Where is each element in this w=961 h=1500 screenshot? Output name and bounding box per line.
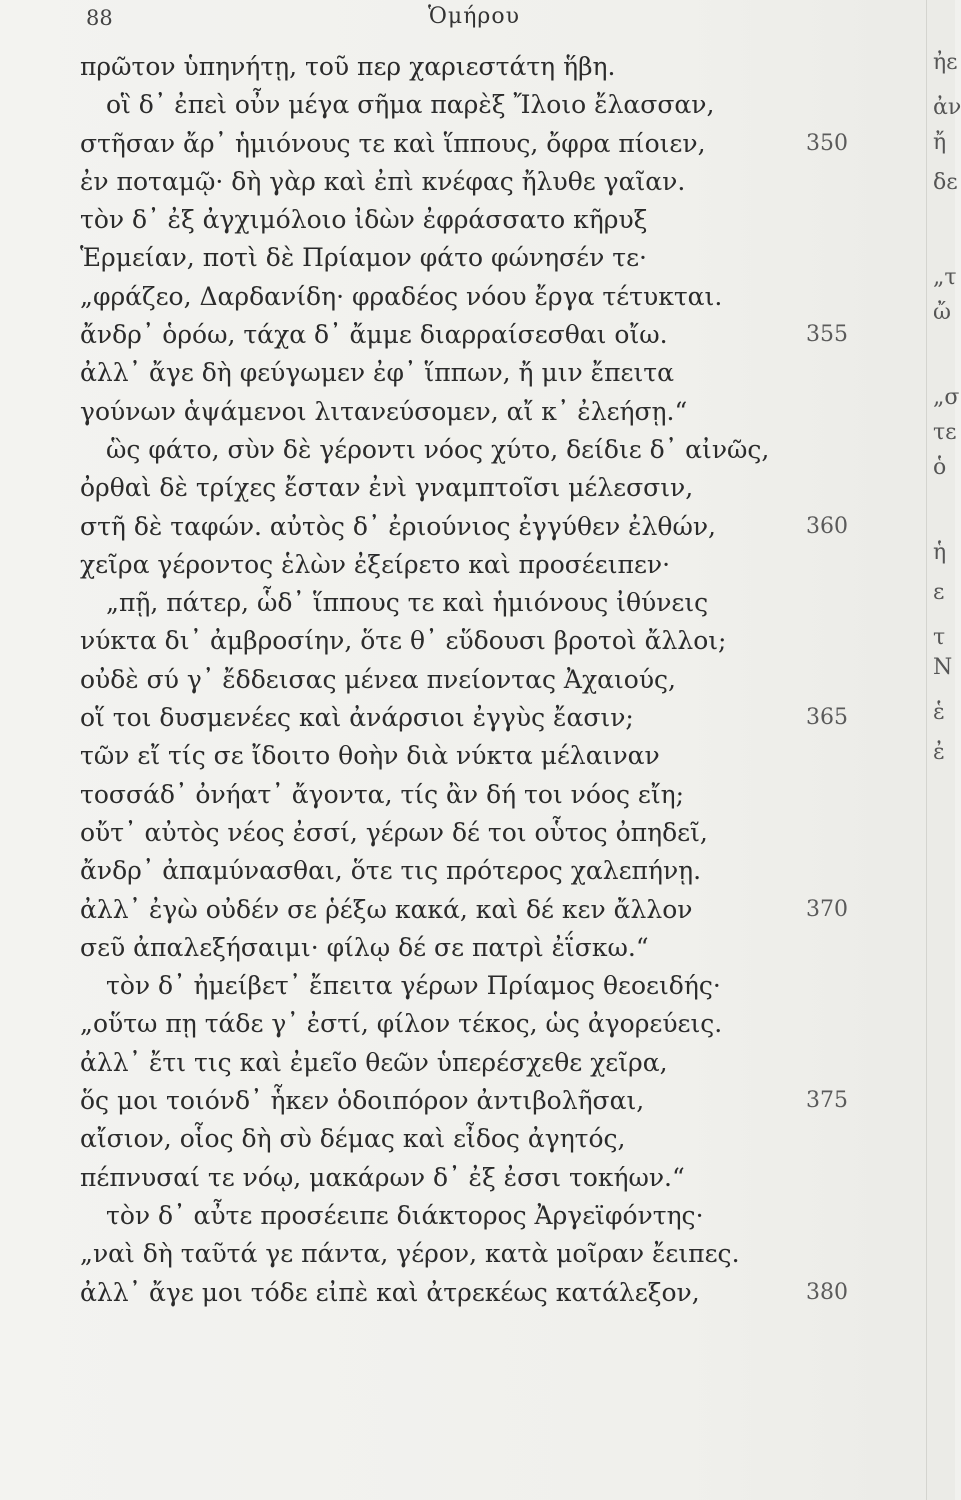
facing-page-fragment: ἀν <box>933 95 961 120</box>
verse-text: „φράζεο, Δαρδανίδη· φραδέος νόου ἔργα τέτυκται. <box>80 281 723 311</box>
line-number: 355 <box>806 322 848 348</box>
verse-text: ἀλλ᾽ ἔτι τις καὶ ἐμεῖο θεῶν ὑπερέσχεθε χεῖρα, <box>80 1047 668 1077</box>
verse-line <box>80 201 880 239</box>
verse-line <box>80 125 880 163</box>
verse-text: οὐδὲ σύ γ᾽ ἔδδεισας μένεα πνείοντας Ἀχαιούς, <box>80 664 676 694</box>
verse-text: στῆσαν ἄρ᾽ ἡμιόνους τε καὶ ἵππους, ὄφρα πίοιεν, <box>80 128 706 158</box>
verse-text: αἴσιον, οἷος δὴ σὺ δέμας καὶ εἶδος ἀγητός, <box>80 1124 626 1154</box>
line-number: 375 <box>806 1088 848 1114</box>
verse-line <box>80 48 880 86</box>
facing-page-fragment: ἡ <box>933 540 947 565</box>
verse-line <box>80 699 880 737</box>
verse-text: ὀρθαὶ δὲ τρίχες ἔσταν ἐνὶ γναμπτοῖσι μέλεσσιν, <box>80 473 694 503</box>
line-number: 350 <box>806 130 848 156</box>
verse-line <box>80 1197 880 1235</box>
verse-line <box>80 967 880 1005</box>
verse-text: „πῇ, πάτερ, ὧδ᾽ ἵππους τε καὶ ἡμιόνους ἰθύνεις <box>106 588 709 618</box>
verse-text: „οὕτω πῃ τάδε γ᾽ ἐστί, φίλον τέκος, ὡς ἀγορεύεις. <box>80 1009 723 1039</box>
verse-line <box>80 1005 880 1043</box>
verse-text: τὸν δ᾽ ἐξ ἀγχιμόλοιο ἰδὼν ἐφράσσατο κῆρυξ <box>80 205 648 235</box>
verse-text: χεῖρα γέροντος ἑλὼν ἐξείρετο καὶ προσέειπεν· <box>80 549 671 579</box>
verse-line <box>80 622 880 660</box>
verse-text: πέπνυσαί τε νόῳ, μακάρων δ᾽ ἐξ ἐσσι τοκήων.“ <box>80 1162 685 1192</box>
verse-line <box>80 1159 880 1197</box>
verse-line <box>80 86 880 124</box>
facing-page-edge <box>926 0 961 1500</box>
verse-line <box>80 737 880 775</box>
verse-line <box>80 469 880 507</box>
verse-text: στῆ δὲ ταφών. αὐτὸς δ᾽ ἐριούνιος ἐγγύθεν ἐλθών, <box>80 511 716 541</box>
verse-line <box>80 278 880 316</box>
facing-page-fragment: „σ <box>933 385 960 410</box>
verse-text: ἐν ποταμῷ· δὴ γὰρ καὶ ἐπὶ κνέφας ἤλυθε γαῖαν. <box>80 166 686 196</box>
facing-page-fragment: ἠε <box>933 50 958 75</box>
verse-line <box>80 852 880 890</box>
facing-page-fragment: ἤ <box>933 130 947 155</box>
verse-line <box>80 316 880 354</box>
verse-text: ἄνδρ᾽ ὁρόω, τάχα δ᾽ ἄμμε διαρραίσεσθαι οἴω. <box>80 320 668 350</box>
verse-line <box>80 393 880 431</box>
verse-line <box>80 661 880 699</box>
verse-line <box>80 1044 880 1082</box>
verse-line <box>80 508 880 546</box>
verse-line <box>80 546 880 584</box>
verse-line <box>80 163 880 201</box>
verse-line <box>80 354 880 392</box>
verse-text: ὅς μοι τοιόνδ᾽ ἧκεν ὁδοιπόρον ἀντιβολῆσαι, <box>80 1086 645 1116</box>
line-number: 370 <box>806 896 848 922</box>
verse-text: οἳ δ᾽ ἐπεὶ οὖν μέγα σῆμα παρὲξ Ἴλοιο ἔλασσαν, <box>106 90 715 120</box>
page-header <box>0 0 954 40</box>
verse-line <box>80 584 880 622</box>
facing-page-fragment: ε <box>933 580 945 605</box>
verse-line <box>80 776 880 814</box>
verse-text: ἄνδρ᾽ ἀπαμύνασθαι, ὅτε τις πρότερος χαλεπήνῃ. <box>80 856 702 886</box>
facing-page-fragment: ἐ <box>933 740 945 765</box>
verse-text: γούνων ἁψάμενοι λιτανεύσομεν, αἴ κ᾽ ἐλεήσῃ.“ <box>80 396 688 426</box>
verse-line <box>80 814 880 852</box>
verse-text: τοσσάδ᾽ ὀνήατ᾽ ἄγοντα, τίς ἂν δή τοι νόος εἴη; <box>80 779 685 809</box>
line-number: 365 <box>806 705 848 731</box>
verse-text: ἀλλ᾽ ἄγε δὴ φεύγωμεν ἐφ᾽ ἵππων, ἤ μιν ἔπειτα <box>80 358 674 388</box>
verse-text: σεῦ ἀπαλεξήσαιμι· φίλῳ δέ σε πατρὶ ἐΐσκω.“ <box>80 932 649 962</box>
line-number: 380 <box>806 1279 848 1305</box>
verse-text: ὣς φάτο, σὺν δὲ γέροντι νόος χύτο, δείδιε δ᾽ αἰνῶς, <box>106 434 770 464</box>
verse-line <box>80 1120 880 1158</box>
verse-line <box>80 891 880 929</box>
facing-page-fragment: „τ <box>933 265 957 290</box>
verse-text: οἵ τοι δυσμενέες καὶ ἀνάρσιοι ἐγγὺς ἔασιν; <box>80 703 634 733</box>
facing-page-fragment: Ν <box>933 655 953 680</box>
verse-text: ἀλλ᾽ ἄγε μοι τόδε εἰπὲ καὶ ἀτρεκέως κατάλεξον, <box>80 1277 700 1307</box>
verse-line <box>80 1274 880 1312</box>
verse-line <box>80 239 880 277</box>
verse-text: τὸν δ᾽ ἠμείβετ᾽ ἔπειτα γέρων Πρίαμος θεοειδής· <box>106 971 721 1001</box>
verse-text: Ἑρμείαν, ποτὶ δὲ Πρίαμον φάτο φώνησέν τε· <box>80 243 647 273</box>
facing-page-fragment: ἑ <box>933 700 945 725</box>
verse-text-block <box>80 48 880 1312</box>
running-head: Ὁμήρου <box>428 4 520 29</box>
facing-page-fragment: ὤ <box>933 300 951 325</box>
verse-text: πρῶτον ὑπηνήτῃ, τοῦ περ χαριεστάτη ἥβη. <box>80 52 616 81</box>
verse-text: τῶν εἴ τίς σε ἴδοιτο θοὴν διὰ νύκτα μέλαιναν <box>80 741 660 771</box>
verse-text: νύκτα δι᾽ ἀμβροσίην, ὅτε θ᾽ εὕδουσι βροτοὶ ἄλλοι; <box>80 626 727 656</box>
verse-line <box>80 1082 880 1120</box>
verse-line <box>80 929 880 967</box>
page-number: 88 <box>86 6 113 30</box>
facing-page-fragment: δε <box>933 170 958 195</box>
verse-text: οὔτ᾽ αὐτὸς νέος ἐσσί, γέρων δέ τοι οὗτος ὀπηδεῖ, <box>80 817 708 847</box>
facing-page-fragment: ὁ <box>933 455 947 480</box>
facing-page-fragment: τ <box>933 625 946 650</box>
facing-page-fragment: τε <box>933 420 957 445</box>
verse-text: ἀλλ᾽ ἐγὼ οὐδέν σε ῥέξω κακά, καὶ δέ κεν ἄλλον <box>80 894 693 924</box>
verse-line <box>80 1235 880 1273</box>
line-number: 360 <box>806 513 848 539</box>
verse-line <box>80 431 880 469</box>
verse-text: τὸν δ᾽ αὖτε προσέειπε διάκτορος Ἀργεϊφόντης· <box>106 1200 704 1230</box>
verse-text: „ναὶ δὴ ταῦτά γε πάντα, γέρον, κατὰ μοῖραν ἔειπες. <box>80 1239 740 1269</box>
